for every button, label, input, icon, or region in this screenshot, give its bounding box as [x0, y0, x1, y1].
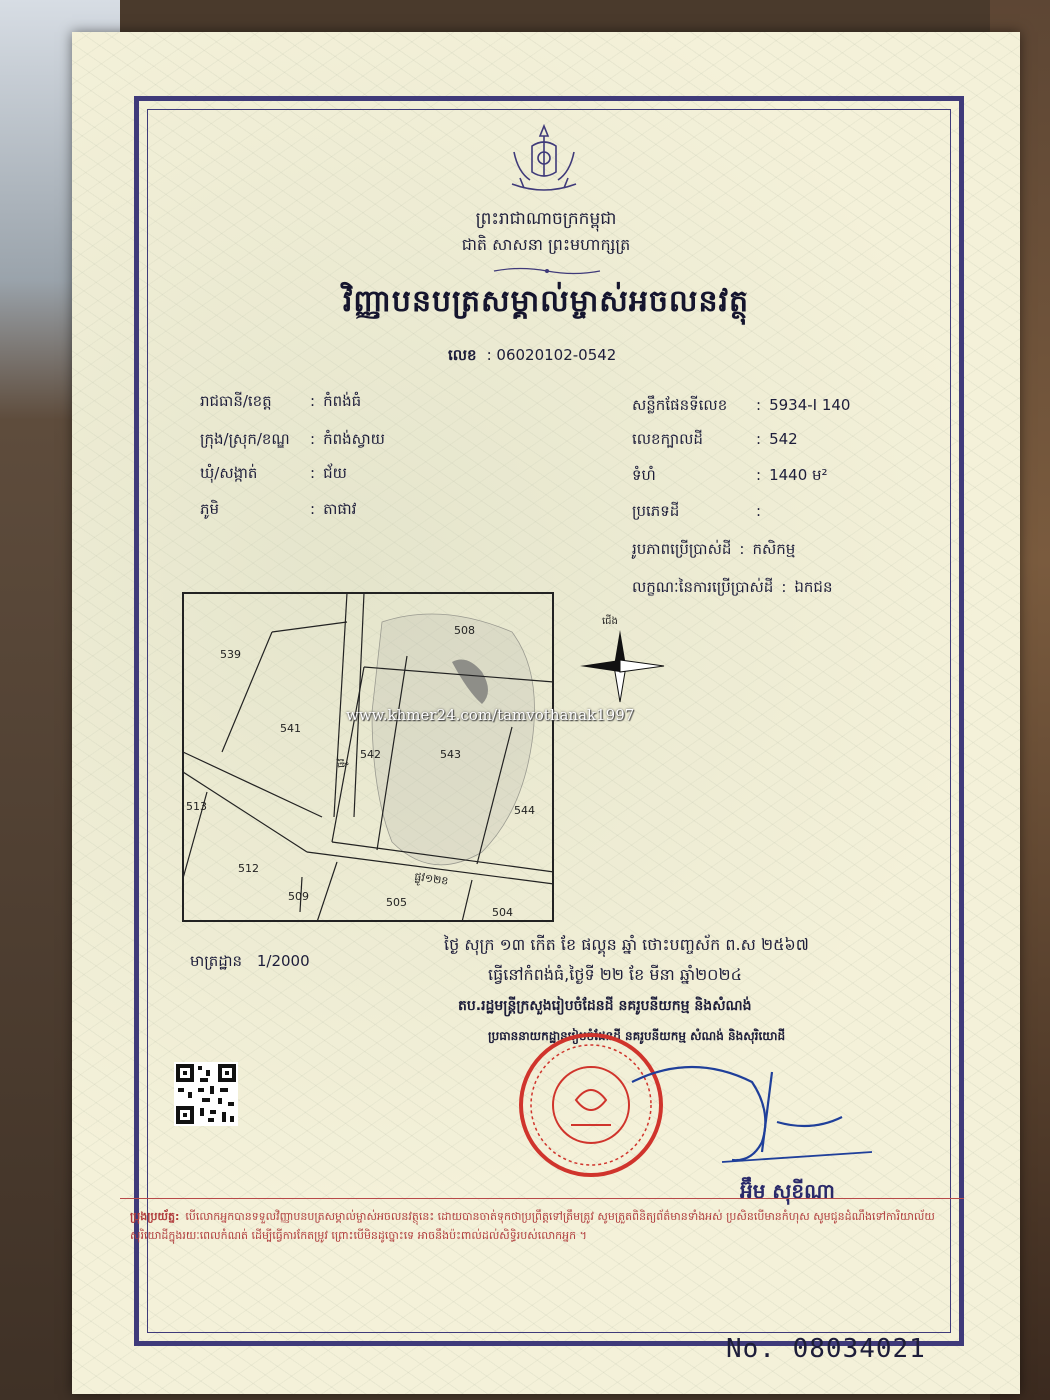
field-commune-label: ឃុំ/សង្កាត់ — [200, 464, 258, 482]
issue-date: ធ្វើនៅកំពង់ធំ,ថ្ងៃទី ២២ ខែ មីនា ឆ្នាំ២០២៤ — [488, 965, 742, 984]
land-certificate — [72, 32, 1020, 1394]
caution-note — [120, 1198, 964, 1303]
lunar-date: ថ្ងៃ សុក្រ ១៣ កើត ខែ ផល្គុន ឆ្នាំ ថោះបញ្ចស័ក ព.ស ២៥៦៧ — [444, 935, 809, 954]
parcel-label: 539 — [220, 648, 241, 661]
scale-value: 1/2000 — [256, 952, 310, 970]
royal-emblem-icon — [502, 122, 586, 200]
field-parcel-number-value: 542 — [769, 430, 798, 448]
parcel-label: 512 — [238, 862, 259, 875]
path-label: ផ្លូវ — [336, 758, 347, 768]
province-outline — [372, 614, 535, 865]
field-use-type: លក្ខណៈនៃការប្រើប្រាស់ដី : ឯកជន — [632, 578, 832, 600]
field-map-sheet: សន្លឹកផែនទីលេខ : 5934-I 140 — [632, 396, 850, 418]
qr-code-icon — [174, 1062, 238, 1126]
certificate-number-value: : 06020102-0542 — [486, 346, 617, 364]
signature-icon — [612, 1042, 872, 1172]
field-province-label: រាជធានី/ខេត្ត — [200, 392, 272, 410]
field-district: ក្រុង/ស្រុក/ខណ្ឌ : កំពង់ស្វាយ — [200, 430, 385, 452]
parcel-label: 508 — [454, 624, 475, 637]
parcel-label-highlighted: 542 — [360, 748, 381, 761]
field-village-label: ភូមិ — [200, 500, 220, 518]
cadastral-map — [182, 592, 554, 922]
parcel-label: 513 — [186, 800, 207, 813]
caution-label: ប្រុងប្រយ័ត្ន: — [130, 1210, 180, 1223]
field-use-type-value: ឯកជន — [794, 578, 833, 596]
website-watermark: www.khmer24.com/tamvothanak1997 — [346, 706, 635, 724]
north-label: ជើង — [602, 616, 618, 627]
field-commune-value: ជ័យ — [323, 464, 347, 482]
field-area: ទំហំ : 1440 ម² — [632, 466, 828, 488]
field-parcel-number: លេខក្បាលដី : 542 — [632, 430, 798, 452]
national-motto: ជាតិ សាសនា ព្រះមហាក្សត្រ — [461, 235, 631, 254]
road-label: ផ្លូវ១២ខ — [413, 870, 450, 888]
serial-number: No. 08034021 — [726, 1334, 926, 1364]
field-map-sheet-value: 5934-I 140 — [769, 396, 851, 414]
parcel-label: 509 — [288, 890, 309, 903]
field-land-type-label: ប្រភេទដី — [632, 502, 680, 520]
parcel-label: 544 — [514, 804, 535, 817]
parcel-label: 541 — [280, 722, 301, 735]
field-land-use: រូបភាពប្រើប្រាស់ដី : កសិកម្ម — [632, 540, 795, 562]
field-village-value: តាផាវ — [323, 500, 357, 518]
parcel-label: 543 — [440, 748, 461, 761]
issuer-department: ប្រធាននាយកដ្ឋានរៀបចំដែនដី នគរូបនីយកម្ម សំណង់ និងសុរិយោដី — [488, 1029, 786, 1043]
parcel-label: 504 — [492, 906, 513, 919]
field-district-value: កំពង់ស្វាយ — [323, 430, 385, 448]
field-area-label: ទំហំ — [632, 466, 656, 484]
kingdom-heading: ព្រះរាជាណាចក្រកម្ពុជា — [475, 209, 617, 229]
scale-label: មាត្រដ្ឋាន — [190, 952, 243, 970]
field-land-use-label: រូបភាពប្រើប្រាស់ដី — [632, 540, 732, 558]
field-province: រាជធានី/ខេត្ត : កំពង់ធំ — [200, 392, 361, 414]
certificate-number-label: លេខ — [448, 346, 477, 364]
signer-name: អ៊ឹម សុខីណា — [740, 1179, 835, 1203]
field-district-label: ក្រុង/ស្រុក/ខណ្ឌ — [200, 430, 290, 448]
issuer-ministry: តប.រដ្ឋមន្ត្រីក្រសួងរៀបចំដែនដី នគរូបនីយកម្ម និងសំណង់ — [458, 998, 752, 1014]
map-scale — [190, 952, 310, 974]
certificate-title: វិញ្ញាបនបត្រសម្គាល់ម្ចាស់អចលនវត្ថុ — [342, 284, 750, 319]
field-parcel-number-label: លេខក្បាលដី — [632, 430, 703, 448]
field-map-sheet-label: សន្លឹកផែនទីលេខ — [632, 396, 728, 414]
certificate-number — [448, 346, 616, 368]
field-province-value: កំពង់ធំ — [323, 392, 362, 410]
ornamental-divider-icon — [492, 266, 602, 276]
parcel-label: 505 — [386, 896, 407, 909]
field-land-use-value: កសិកម្ម — [752, 540, 796, 558]
field-use-type-label: លក្ខណៈនៃការប្រើប្រាស់ដី — [632, 578, 774, 596]
field-village: ភូមិ : តាផាវ — [200, 500, 356, 522]
field-commune: ឃុំ/សង្កាត់ : ជ័យ — [200, 464, 347, 486]
caution-text: បើលោកអ្នកបានទទួលវិញ្ញាបនបត្រសម្គាល់ម្ចាស់អចលនវត្ថុនេះ ដោយបានចាត់ទុកថាប្រព្រឹត្តទៅត្រឹមត្រូវ សូមត្រួតពិនិត្យព័ត៌មានទាំងអស់ ប្រសិនបើមានកំហុស សូមជូនដំណឹងទៅការិយាល័យសុរិយោដីក្នុងរយៈពេលកំណត់ ដើម្បីធ្វើការកែតម្រូវ ព្រោះបើមិនដូច្នោះទេ អាចនឹងប៉ះពាល់ដល់សិទ្ធិរបស់លោកអ្នក ។ — [130, 1210, 935, 1242]
field-land-type: ប្រភេទដី : — [632, 502, 769, 524]
field-area-value: 1440 ម² — [769, 466, 828, 484]
